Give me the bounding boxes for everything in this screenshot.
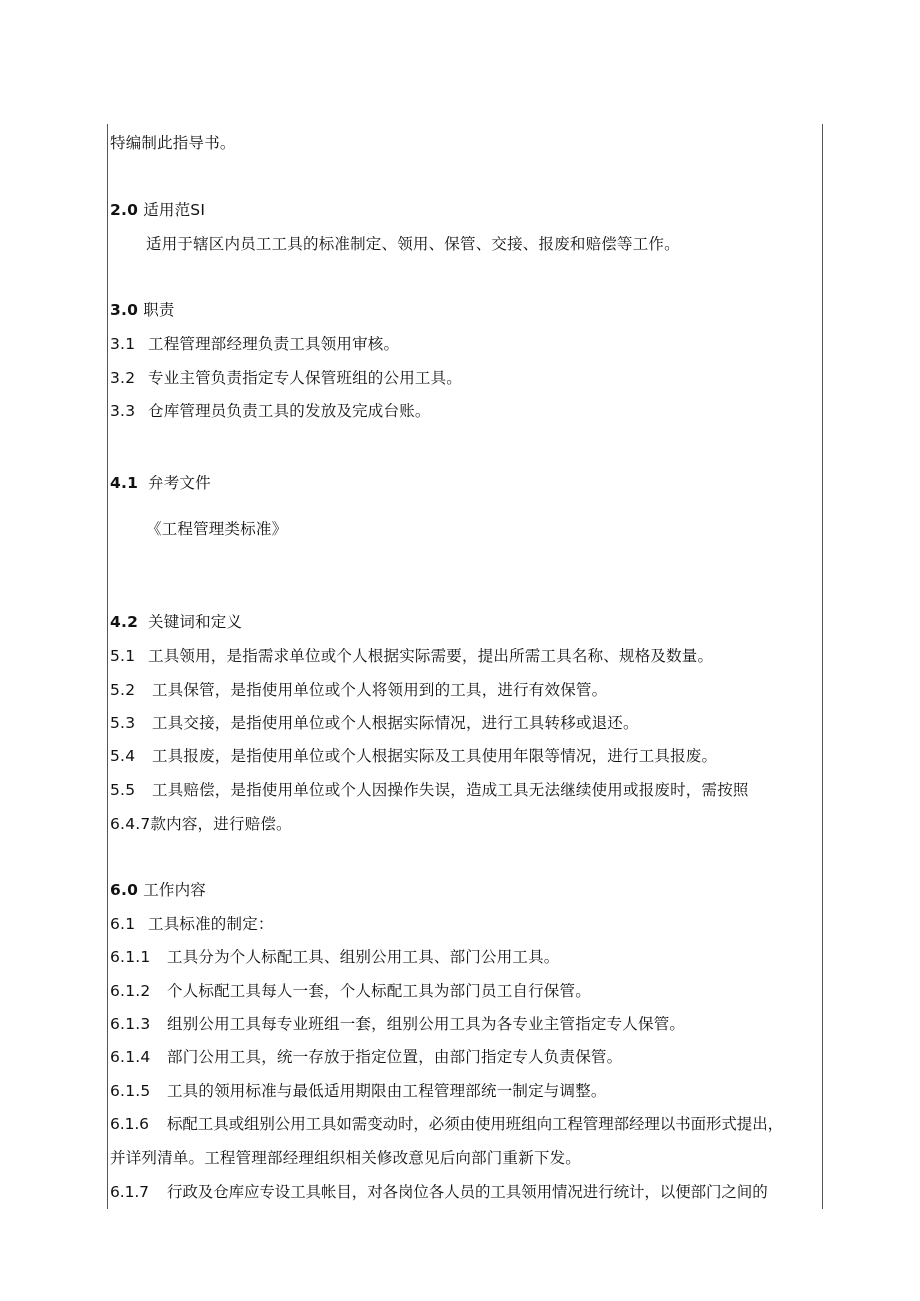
subsection-heading xyxy=(110,914,274,934)
list-item xyxy=(110,1047,622,1067)
item-number: 5.3 xyxy=(110,714,136,732)
list-item xyxy=(110,713,639,733)
item-number: 5.5 xyxy=(110,781,136,799)
reference-document: 《工程管理类标准》 xyxy=(146,520,288,538)
item-number: 6.1.2 xyxy=(110,982,151,1000)
section-3-heading xyxy=(110,300,175,320)
item-text: 工具标准的制定： xyxy=(148,915,274,933)
item-text: 专业主管负责指定专人保管班组的公用工具。 xyxy=(148,369,463,387)
section-4-2-number: 4.2 xyxy=(110,613,139,631)
list-item xyxy=(110,334,399,354)
item-text: 个人标配工具每人一套，个人标配工具为部门员工自行保管。 xyxy=(167,982,591,1000)
section-3-title: 职责 xyxy=(143,301,175,319)
item-number: 5.1 xyxy=(110,647,136,665)
item-text: 仓库管理员负责工具的发放及完成台账。 xyxy=(148,402,431,420)
item-number: 6.1.5 xyxy=(110,1082,151,1100)
section-6-heading xyxy=(110,880,206,900)
section-4-1-title: 弁考文件 xyxy=(148,474,211,492)
list-item xyxy=(110,1014,685,1034)
list-item xyxy=(110,981,591,1001)
list-item xyxy=(110,1081,607,1101)
section-3-number: 3.0 xyxy=(110,301,139,319)
item-number: 3.3 xyxy=(110,402,136,420)
item-number: 6.1 xyxy=(110,915,136,933)
continuation-line: 并详列清单。工程管理部经理组织相关修改意见后向部门重新下发。 xyxy=(110,1149,582,1167)
list-item xyxy=(110,1114,783,1134)
item-number: 6.1.1 xyxy=(110,948,151,966)
item-text: 工具报废，是指使用单位或个人根据实际及工具使用年限等情况，进行工具报废。 xyxy=(152,747,718,765)
section-2-title: 适用范SI xyxy=(143,201,206,219)
item-number: 5.2 xyxy=(110,681,136,699)
item-text: 组别公用工具每专业班组一套，组别公用工具为各专业主管指定专人保管。 xyxy=(167,1015,686,1033)
list-item xyxy=(110,368,462,388)
item-number: 3.1 xyxy=(110,335,136,353)
section-4-1-heading xyxy=(110,473,211,493)
right-border-line xyxy=(822,124,823,1209)
item-number: 6.1.3 xyxy=(110,1015,151,1033)
item-number: 6.1.7 xyxy=(110,1183,149,1201)
item-text: 工具保管，是指使用单位或个人将领用到的工具，进行有效保管。 xyxy=(152,681,608,699)
list-item xyxy=(110,1182,768,1202)
section-2-heading xyxy=(110,200,205,220)
item-number: 6.1.4 xyxy=(110,1048,151,1066)
list-item xyxy=(110,646,713,666)
continuation-line: 6.4.7款内容，进行赔偿。 xyxy=(110,815,292,833)
item-number: 6.1.6 xyxy=(110,1115,149,1133)
list-item xyxy=(110,947,560,967)
section-6-number: 6.0 xyxy=(110,881,139,899)
list-item xyxy=(110,680,607,700)
item-text: 部门公用工具，统一存放于指定位置，由部门指定专人负责保管。 xyxy=(167,1048,623,1066)
item-text: 行政及仓库应专设工具帐目，对各岗位各人员的工具领用情况进行统计，以便部门之间的 xyxy=(167,1183,768,1201)
item-text: 工程管理部经理负责工具领用审核。 xyxy=(148,335,400,353)
item-text: 标配工具或组别公用工具如需变动时，必须由使用班组向工程管理部经理以书面形式提出， xyxy=(167,1115,784,1133)
list-item xyxy=(110,746,717,766)
list-item xyxy=(110,780,749,800)
section-4-2-heading xyxy=(110,612,242,632)
item-number: 3.2 xyxy=(110,369,136,387)
item-text: 工具的领用标准与最低适用期限由工程管理部统一制定与调整。 xyxy=(167,1082,607,1100)
item-number: 5.4 xyxy=(110,747,136,765)
section-4-2-title: 关键词和定义 xyxy=(148,613,243,631)
item-text: 工具分为个人标配工具、组别公用工具、部门公用工具。 xyxy=(167,948,560,966)
intro-line: 特编制此指导书。 xyxy=(110,134,236,152)
section-2-body: 适用于辖区内员工工具的标准制定、领用、保管、交接、报废和赔偿等工作。 xyxy=(146,235,680,253)
item-text: 工具领用，是指需求单位或个人根据实际需要，提出所需工具名称、规格及数量。 xyxy=(148,647,714,665)
left-border-line xyxy=(107,124,108,1209)
item-text: 工具赔偿，是指使用单位或个人因操作失误，造成工具无法继续使用或报废时，需按照 xyxy=(152,781,749,799)
item-text: 工具交接，是指使用单位或个人根据实际情况，进行工具转移或退还。 xyxy=(152,714,639,732)
section-6-title: 工作内容 xyxy=(143,881,207,899)
section-4-1-number: 4.1 xyxy=(110,474,139,492)
list-item xyxy=(110,401,431,421)
section-2-number: 2.0 xyxy=(110,201,139,219)
